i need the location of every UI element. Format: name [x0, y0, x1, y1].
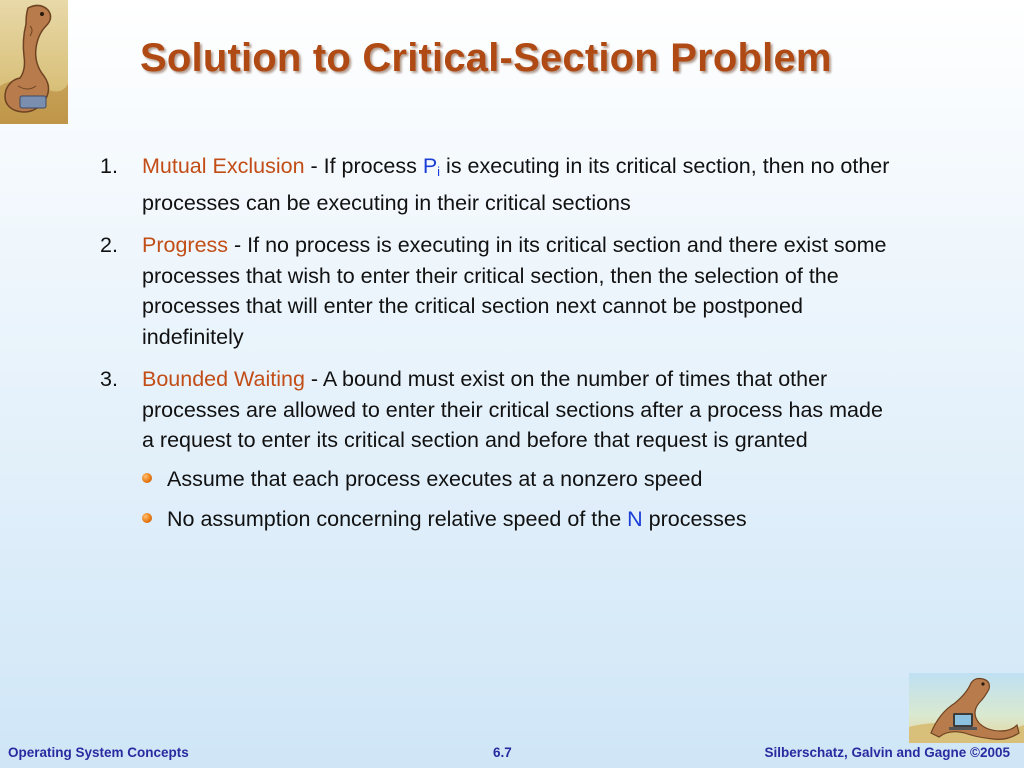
page-title: Solution to Critical-Section Problem: [140, 36, 832, 80]
bullet-dot-icon: [142, 513, 152, 523]
term-progress: Progress: [142, 233, 229, 257]
footer-course-title: Operating System Concepts: [8, 745, 189, 760]
dinosaur-mascot-icon: [0, 0, 68, 124]
sub-bullet-list: [142, 464, 900, 535]
item-text: is executing in its critical section, then no other processes can be executing in their critical sections: [142, 154, 890, 215]
item-text: - If process: [304, 154, 423, 178]
item-text: - A bound must exist on the number of times that other processes are allowed to enter their critical sections after a process has made a request to enter its critical section and before that request is granted: [142, 367, 883, 452]
term-bounded-waiting: Bounded Waiting: [142, 367, 305, 391]
bullet-dot-icon: [142, 473, 152, 483]
symbol-subscript: i: [437, 164, 441, 179]
bullet-text: [167, 504, 747, 535]
list-item: [100, 230, 900, 352]
bullet-text-post: processes: [642, 507, 747, 531]
bullet-text: Assume that each process executes at a nonzero speed: [167, 466, 703, 491]
symbol-p: P: [422, 154, 438, 178]
slide-content: [100, 151, 900, 545]
sub-bullet: [142, 504, 900, 535]
sub-bullet: [142, 464, 900, 495]
item-number: 2.: [100, 233, 118, 257]
item-number: 3.: [100, 367, 118, 391]
term-mutual-exclusion: Mutual Exclusion: [142, 154, 305, 178]
item-text: - If no process is executing in its critical section and there exist some processes that wish to enter their critical section, then the selection of the processes that will enter the critical section next cannot be postponed indefinitely: [142, 233, 887, 349]
list-item: [100, 151, 900, 218]
item-body: [142, 364, 900, 456]
item-body: [142, 151, 900, 218]
dinosaur-with-laptop-icon: [909, 673, 1024, 743]
footer-page-number: 6.7: [493, 745, 512, 760]
symbol-n: N: [627, 507, 643, 531]
item-number: 1.: [100, 154, 118, 178]
bullet-text-pre: No assumption concerning relative speed of the: [167, 507, 628, 531]
footer-copyright: Silberschatz, Galvin and Gagne ©2005: [764, 745, 1010, 760]
list-item: [100, 364, 900, 456]
item-body: [142, 230, 900, 352]
